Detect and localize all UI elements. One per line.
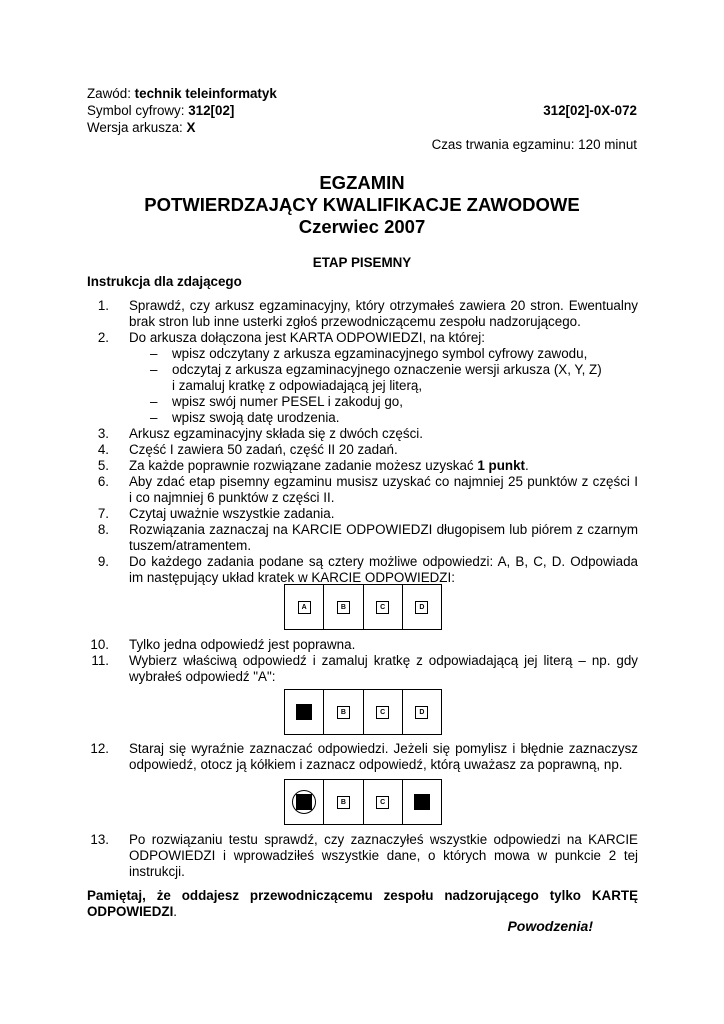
circled-mark-icon [292, 790, 316, 814]
reminder-line-1: Pamiętaj, że oddajesz przewodniczącemu zespołu nadzorującego tylko KARTĘ [87, 888, 638, 903]
title-line-2: POTWIERDZAJĄCY KWALIFIKACJE ZAWODOWE [144, 194, 580, 215]
profession-line: Zawód: technik teleinformatyk [87, 86, 277, 101]
answer-box-a: A [298, 601, 311, 614]
symbol-line: Symbol cyfrowy: 312[02] [87, 103, 235, 118]
version-value: X [186, 120, 196, 135]
answer-boxes-filled-example [284, 689, 442, 735]
answer-box-a-filled: A [296, 704, 312, 720]
answer-box-c: C [376, 706, 389, 719]
title-line-3: Czerwiec 2007 [298, 216, 426, 237]
answer-box-b: B [337, 796, 350, 809]
answer-box-d: D [415, 706, 428, 719]
answer-box-b: B [337, 706, 350, 719]
exam-code: 312[02]-0X-072 [543, 103, 637, 118]
closing-text: Powodzenia! [507, 918, 593, 934]
symbol-value: 312[02] [188, 103, 235, 118]
answer-box-c: C [376, 601, 389, 614]
answer-box-d-filled: D [414, 794, 430, 810]
answer-box-b: B [337, 601, 350, 614]
answer-box-d: D [415, 601, 428, 614]
exam-duration: Czas trwania egzaminu: 120 minut [431, 137, 637, 152]
instruction-heading: Instrukcja dla zdającego [87, 274, 242, 289]
answer-boxes-example [284, 584, 442, 630]
answer-box-c: C [376, 796, 389, 809]
answer-box-a-filled: A [296, 794, 312, 810]
reminder-line-2: ODPOWIEDZI. [87, 904, 178, 919]
stage-heading: ETAP PISEMNY [312, 255, 412, 270]
answer-boxes-correction-example [284, 779, 442, 825]
version-line: Wersja arkusza: X [87, 120, 196, 135]
title-line-1: EGZAMIN [319, 172, 405, 193]
profession-value: technik teleinformatyk [134, 86, 277, 101]
